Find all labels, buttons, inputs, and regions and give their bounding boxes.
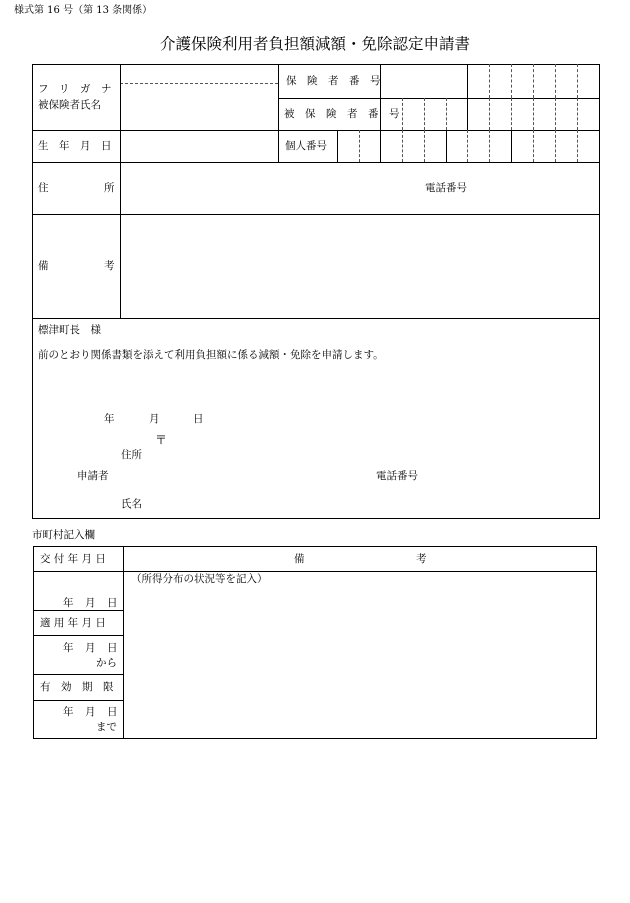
municipal-section-title: 市町村記入欄 bbox=[32, 529, 95, 541]
furigana-input[interactable] bbox=[121, 65, 278, 83]
remarks-label-2: 考 bbox=[104, 260, 115, 272]
remarks-input[interactable] bbox=[121, 215, 600, 318]
birthdate-input[interactable] bbox=[121, 131, 278, 162]
date-year: 年 bbox=[104, 413, 115, 425]
issue-year: 年 bbox=[63, 597, 74, 609]
issue-day: 日 bbox=[107, 597, 118, 609]
apply-month: 月 bbox=[85, 642, 96, 654]
my-number-label: 個人番号 bbox=[285, 140, 327, 152]
insurer-number-input[interactable] bbox=[381, 65, 600, 98]
form-number: 様式第 16 号（第 13 条関係） bbox=[14, 5, 153, 16]
furigana-label: フ リ ガ ナ bbox=[38, 83, 112, 95]
insurer-number-label: 保 険 者 番 号 bbox=[286, 75, 381, 87]
apply-day: 日 bbox=[107, 642, 118, 654]
request-phone-label: 電話番号 bbox=[376, 470, 418, 482]
issue-date-label: 交 付 年 月 日 bbox=[40, 553, 106, 565]
apply-year: 年 bbox=[63, 642, 74, 654]
remarks-note: （所得分布の状況等を記入） bbox=[131, 573, 268, 585]
phone-label: 電話番号 bbox=[425, 182, 467, 194]
addressee: 標津町長 様 bbox=[38, 324, 101, 336]
valid-day: 日 bbox=[107, 706, 118, 718]
remarks-label: 備 bbox=[38, 260, 49, 272]
address-label-2: 所 bbox=[104, 182, 115, 194]
my-number-input[interactable] bbox=[338, 131, 600, 162]
valid-year: 年 bbox=[63, 706, 74, 718]
birthdate-label: 生 年 月 日 bbox=[38, 140, 112, 152]
municipal-remarks-input[interactable] bbox=[124, 589, 596, 738]
address-label: 住 bbox=[38, 182, 49, 194]
request-statement: 前のとおり関係書類を添えて利用負担額に係る減額・免除を申請します。 bbox=[38, 349, 384, 361]
validity-label: 有 効 期 限 bbox=[40, 681, 114, 693]
valid-month: 月 bbox=[85, 706, 96, 718]
until-label: まで bbox=[96, 721, 117, 733]
municipal-remarks-header-2: 考 bbox=[416, 553, 427, 565]
municipal-remarks-header: 備 bbox=[294, 553, 305, 565]
request-address-label: 住所 bbox=[121, 449, 142, 461]
date-month: 月 bbox=[149, 413, 160, 425]
date-day: 日 bbox=[193, 413, 204, 425]
apply-date-label: 適 用 年 月 日 bbox=[40, 617, 106, 629]
from-label: から bbox=[96, 657, 117, 669]
postal-mark: 〒 bbox=[155, 433, 168, 447]
address-input[interactable] bbox=[121, 163, 421, 214]
applicant-label: 申請者 bbox=[77, 470, 109, 482]
insured-number-label: 被 保 険 者 番 号 bbox=[284, 108, 400, 120]
insured-name-input[interactable] bbox=[121, 84, 278, 130]
request-name-label: 氏名 bbox=[121, 498, 142, 510]
issue-month: 月 bbox=[85, 597, 96, 609]
page-title: 介護保険利用者負担額減額・免除認定申請書 bbox=[160, 35, 471, 53]
insured-number-input[interactable] bbox=[381, 99, 600, 130]
insured-name-label: 被保険者氏名 bbox=[38, 99, 101, 111]
